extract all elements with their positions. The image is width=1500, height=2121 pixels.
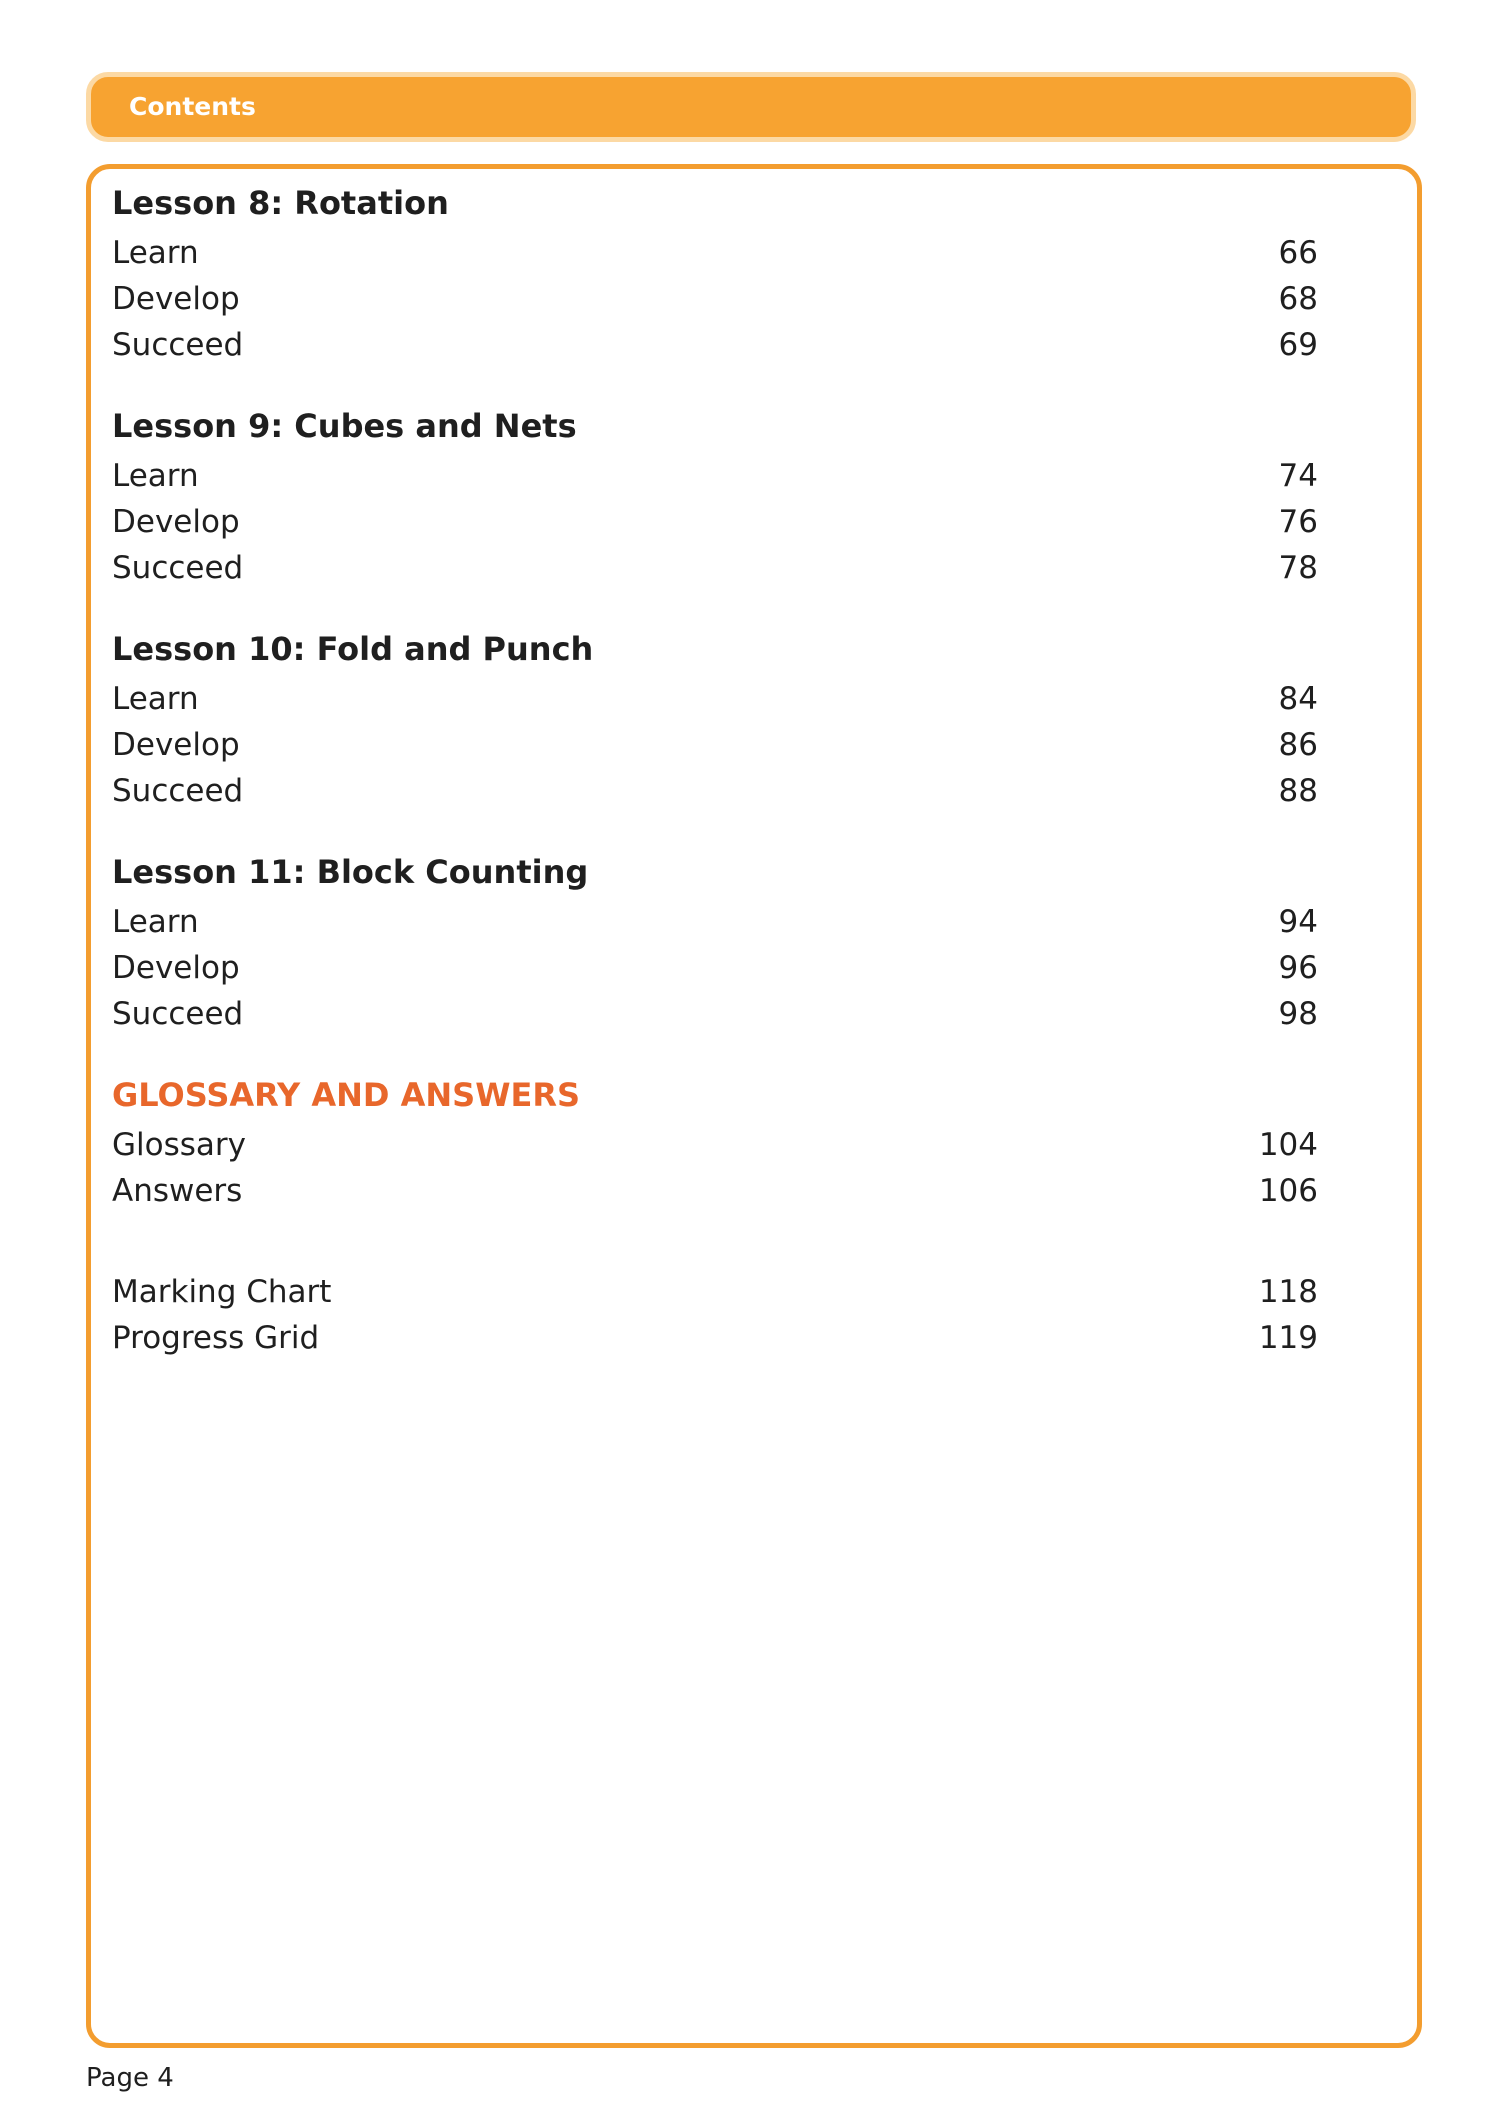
toc-entry-page: 94 — [1278, 904, 1318, 940]
toc-entry-page: 68 — [1278, 281, 1318, 317]
toc-entry[interactable] — [112, 991, 1415, 1037]
toc-entry-page: 76 — [1278, 504, 1318, 540]
toc-entry[interactable] — [112, 453, 1415, 499]
toc-entry[interactable] — [112, 322, 1415, 368]
section-heading: GLOSSARY AND ANSWERS — [112, 1076, 581, 1114]
table-of-contents — [112, 183, 1415, 1361]
toc-entry-page: 98 — [1278, 996, 1318, 1032]
contents-header-bar — [86, 72, 1416, 142]
toc-entry-page: 104 — [1258, 1127, 1318, 1163]
toc-entry-label: Progress Grid — [112, 1320, 320, 1356]
contents-panel — [86, 164, 1422, 2048]
toc-entry[interactable] — [112, 722, 1415, 768]
toc-entry-label: Develop — [112, 281, 240, 317]
toc-section-lesson-9 — [112, 406, 1415, 591]
toc-entry[interactable] — [112, 499, 1415, 545]
toc-entry-page: 78 — [1278, 550, 1318, 586]
toc-entry-label: Learn — [112, 235, 199, 271]
toc-entry[interactable] — [112, 676, 1415, 722]
toc-entry-page: 69 — [1278, 327, 1318, 363]
toc-entry-label: Learn — [112, 681, 199, 717]
toc-entry-label: Develop — [112, 727, 240, 763]
toc-entry-page: 88 — [1278, 773, 1318, 809]
section-heading: Lesson 8: Rotation — [112, 184, 449, 222]
toc-entry-label: Answers — [112, 1173, 243, 1209]
toc-entry[interactable] — [112, 230, 1415, 276]
contents-title: Contents — [129, 92, 256, 121]
toc-entry[interactable] — [112, 1168, 1415, 1214]
toc-entry-label: Learn — [112, 458, 199, 494]
page-number: Page 4 — [86, 2063, 174, 2093]
toc-entry-label: Succeed — [112, 550, 244, 586]
toc-entry-page: 84 — [1278, 681, 1318, 717]
section-heading: Lesson 11: Block Counting — [112, 853, 589, 891]
toc-entry[interactable] — [112, 945, 1415, 991]
toc-entry[interactable] — [112, 768, 1415, 814]
toc-entry-label: Develop — [112, 504, 240, 540]
toc-entry[interactable] — [112, 276, 1415, 322]
toc-section-extras — [112, 1269, 1415, 1361]
toc-entry-label: Glossary — [112, 1127, 246, 1163]
toc-section-glossary-answers — [112, 1075, 1415, 1214]
toc-entry-label: Learn — [112, 904, 199, 940]
toc-entry-page: 86 — [1278, 727, 1318, 763]
toc-entry-page: 96 — [1278, 950, 1318, 986]
toc-entry-page: 66 — [1278, 235, 1318, 271]
section-spacer — [112, 1214, 1415, 1269]
toc-entry[interactable] — [112, 545, 1415, 591]
toc-entry-label: Succeed — [112, 327, 244, 363]
toc-entry-page: 119 — [1258, 1320, 1318, 1356]
toc-entry[interactable] — [112, 1122, 1415, 1168]
toc-entry-label: Succeed — [112, 996, 244, 1032]
toc-entry-page: 118 — [1258, 1274, 1318, 1310]
toc-entry-page: 74 — [1278, 458, 1318, 494]
section-heading: Lesson 9: Cubes and Nets — [112, 407, 577, 445]
toc-entry-label: Marking Chart — [112, 1274, 332, 1310]
toc-section-lesson-11 — [112, 852, 1415, 1037]
section-heading: Lesson 10: Fold and Punch — [112, 630, 594, 668]
toc-entry-label: Succeed — [112, 773, 244, 809]
toc-section-lesson-8 — [112, 183, 1415, 368]
toc-entry[interactable] — [112, 1315, 1415, 1361]
toc-entry-page: 106 — [1258, 1173, 1318, 1209]
toc-entry[interactable] — [112, 1269, 1415, 1315]
toc-entry[interactable] — [112, 899, 1415, 945]
toc-entry-label: Develop — [112, 950, 240, 986]
toc-section-lesson-10 — [112, 629, 1415, 814]
